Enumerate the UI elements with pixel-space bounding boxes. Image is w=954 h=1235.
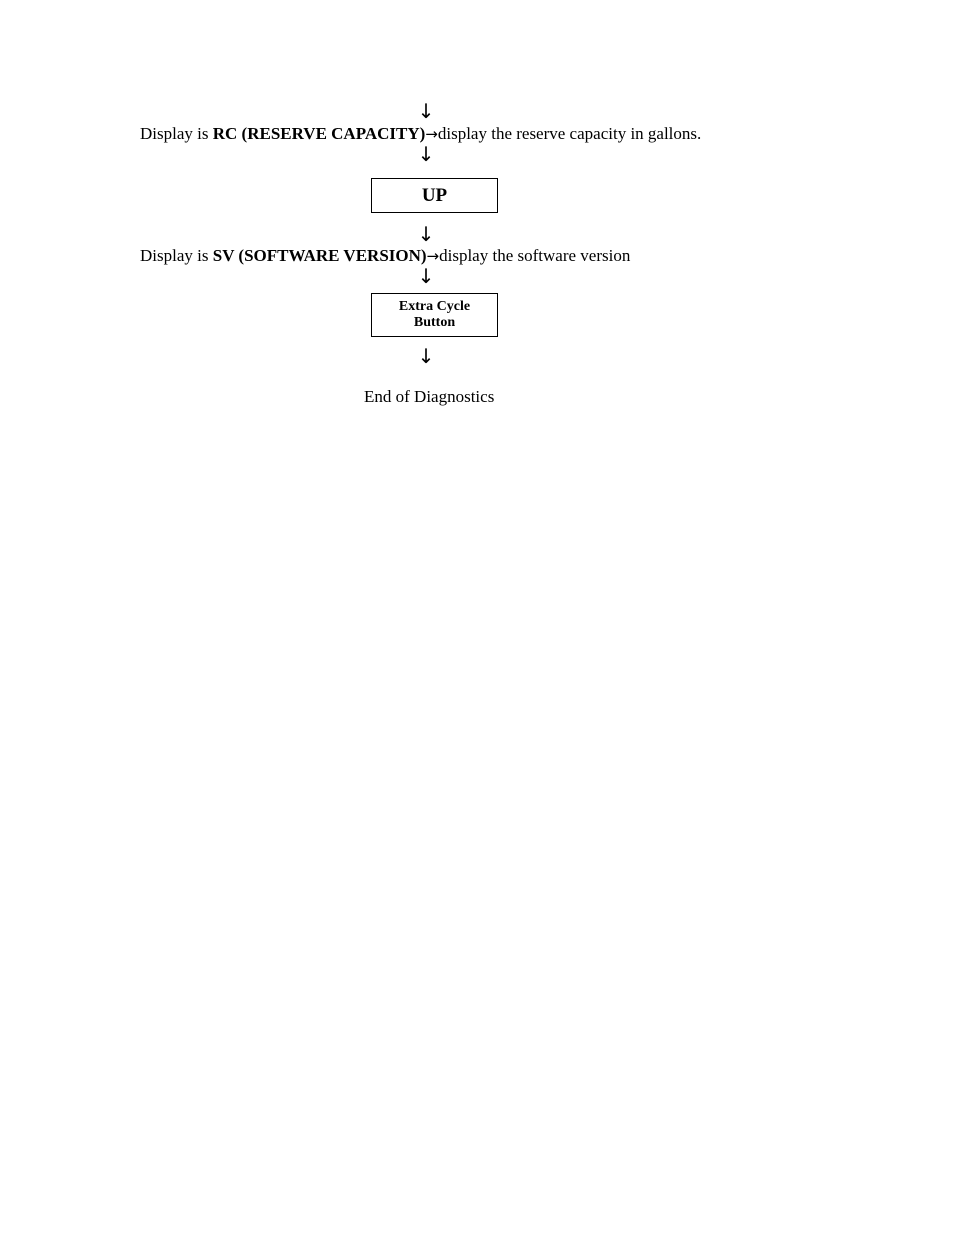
up-button-label: UP bbox=[421, 184, 448, 206]
software-version-line bbox=[140, 246, 630, 266]
sv-line-prefix: Display is bbox=[140, 246, 213, 265]
up-button bbox=[371, 178, 498, 213]
reserve-capacity-line bbox=[140, 124, 701, 144]
extra-cycle-button bbox=[371, 293, 498, 337]
sv-line-suffix: display the software version bbox=[439, 246, 631, 265]
rc-line-prefix: Display is bbox=[140, 124, 213, 143]
right-arrow-icon: → bbox=[425, 125, 438, 143]
extra-cycle-button-line2: Button bbox=[413, 315, 456, 330]
flow-down-arrow-3: ↓ bbox=[417, 222, 435, 246]
right-arrow-icon: → bbox=[426, 247, 440, 265]
rc-line-suffix: display the reserve capacity in gallons. bbox=[437, 124, 702, 143]
end-of-diagnostics-label: End of Diagnostics bbox=[364, 387, 495, 406]
flow-down-arrow-2: ↓ bbox=[417, 142, 435, 166]
flow-down-arrow-4: ↓ bbox=[417, 264, 435, 288]
sv-line-code: SV (SOFTWARE VERSION) bbox=[212, 246, 427, 265]
flow-down-arrow-5: ↓ bbox=[417, 344, 435, 368]
extra-cycle-button-line1: Extra Cycle bbox=[398, 299, 471, 314]
rc-line-code: RC (RESERVE CAPACITY) bbox=[212, 124, 426, 143]
flow-down-arrow-1: ↓ bbox=[417, 99, 435, 123]
